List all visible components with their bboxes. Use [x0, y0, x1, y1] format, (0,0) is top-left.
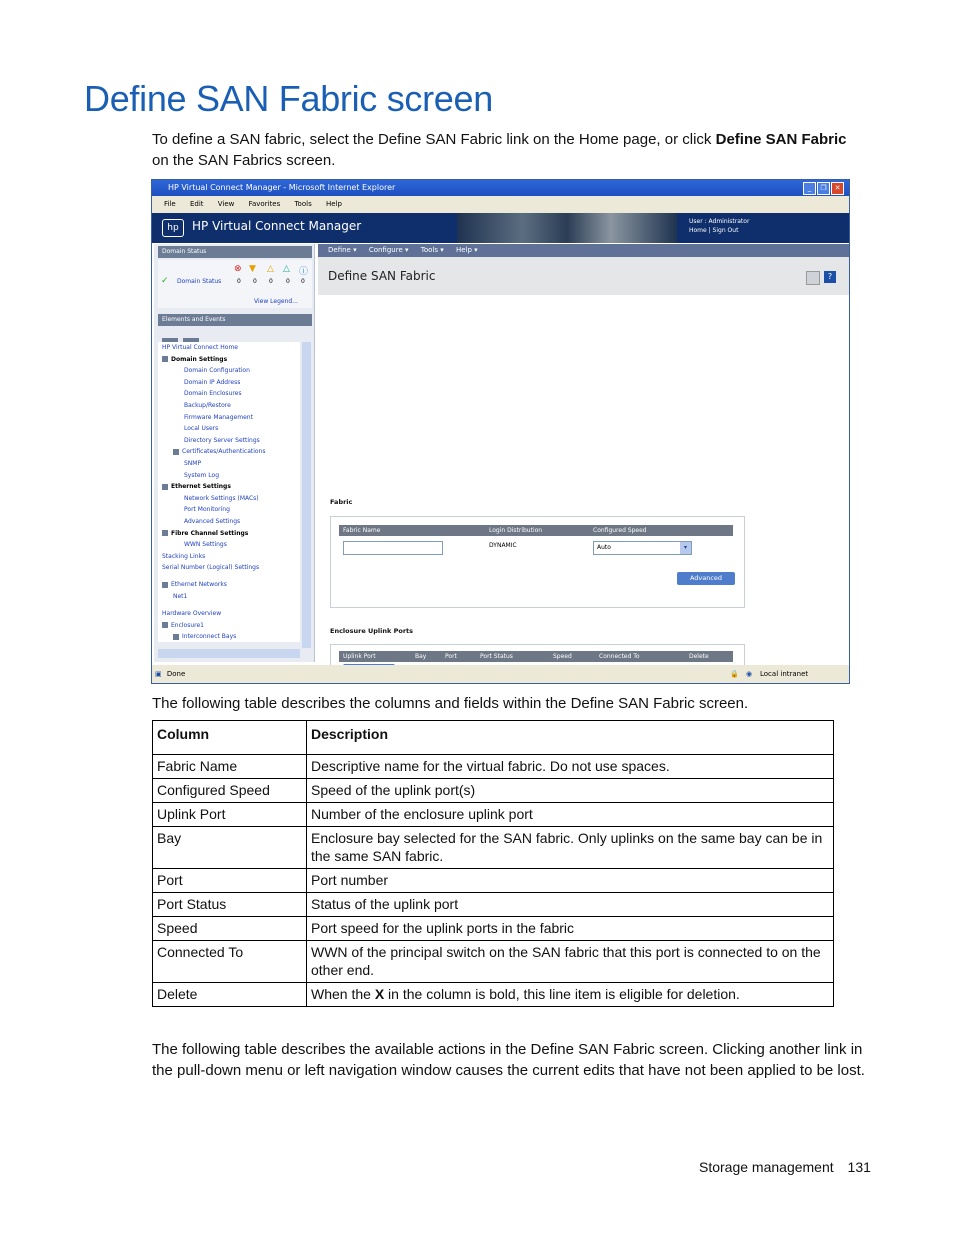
col-connected-to: Connected To — [599, 653, 640, 660]
advanced-button[interactable]: Advanced — [677, 572, 735, 585]
main-navbar — [318, 244, 849, 257]
actions-intro: The following table describes the available actions in the Define SAN Fabric screen. Clicking another link in the pull-down menu or left navigation window causes the current edits that have not been applied to be lost. — [152, 1041, 865, 1079]
window-title: HP Virtual Connect Manager - Microsoft Internet Explorer — [168, 183, 396, 192]
tree-item-label: Local Users — [184, 425, 219, 433]
tree-item-label: Domain Configuration — [184, 367, 250, 375]
menu-favorites[interactable]: Favorites — [248, 200, 281, 208]
user-line: User : Administrator — [689, 218, 750, 225]
tree-item[interactable] — [184, 472, 219, 479]
col-configured-speed: Configured Speed — [593, 527, 647, 534]
tree-expand-icon[interactable] — [162, 582, 168, 588]
tree-item-label: Domain Enclosures — [184, 390, 242, 398]
table-intro: The following table describes the columns and fields within the Define SAN Fabric screen. — [152, 695, 749, 712]
window-titlebar — [152, 180, 849, 196]
tree-expand-icon[interactable] — [162, 530, 168, 536]
tree-item-label: Domain IP Address — [184, 378, 241, 386]
tree-item[interactable] — [184, 425, 218, 432]
footer-section: Storage management — [699, 1159, 834, 1175]
nav-tools[interactable]: Tools ▾ — [420, 246, 444, 254]
tree-item[interactable] — [162, 530, 248, 537]
tree-scrollbar[interactable] — [302, 342, 311, 648]
tree-item-label: WWN Settings — [184, 541, 227, 549]
tree-item-label: System Log — [184, 471, 219, 479]
uplink-table-header — [339, 651, 733, 662]
browser-statusbar — [152, 665, 849, 683]
cell-column: Port — [153, 869, 307, 893]
main-content-pane — [318, 244, 849, 662]
menu-edit[interactable]: Edit — [189, 200, 204, 208]
fabric-section-label: Fabric — [330, 498, 353, 506]
restore-icon[interactable]: ❐ — [817, 182, 830, 195]
tree-item[interactable] — [162, 483, 231, 490]
status-degraded-icon: △ — [283, 264, 290, 274]
domain-status-link[interactable]: Domain Status — [177, 278, 222, 285]
table-row — [153, 803, 834, 827]
cell-description: Number of the enclosure uplink port — [307, 803, 834, 827]
tree-toolbar — [162, 330, 202, 338]
cell-column: Uplink Port — [153, 803, 307, 827]
status-zone: Local intranet — [760, 670, 809, 678]
cell-text: When the — [311, 986, 375, 1002]
tree-expand-icon[interactable] — [162, 484, 168, 490]
table-row — [153, 755, 834, 779]
page-title: Define SAN Fabric screen — [84, 78, 493, 119]
col-delete: Delete — [689, 653, 709, 660]
status-count-major: 0 — [253, 278, 257, 285]
tree-item[interactable] — [184, 402, 231, 409]
tree-item[interactable] — [173, 633, 236, 640]
status-count-info: 0 — [301, 278, 305, 285]
domain-status-box — [158, 260, 312, 308]
status-done: Done — [166, 670, 186, 678]
app-name: HP Virtual Connect Manager — [192, 219, 362, 233]
col-uplink-port: Uplink Port — [343, 653, 376, 660]
tree-item-label: Directory Server Settings — [184, 436, 260, 444]
tree-item[interactable] — [162, 610, 221, 617]
tree-item[interactable] — [162, 581, 227, 588]
nav-define[interactable]: Define ▾ — [328, 246, 357, 254]
status-error-icon: ⊗ — [234, 264, 242, 274]
browser-menubar — [152, 196, 849, 213]
intro-paragraph — [152, 130, 867, 171]
tree-item[interactable] — [184, 390, 242, 397]
minimize-icon[interactable]: _ — [803, 182, 816, 195]
table-header-row — [153, 721, 834, 755]
cell-column: Bay — [153, 827, 307, 869]
menu-file[interactable]: File — [164, 200, 176, 208]
fabric-box — [330, 516, 745, 608]
tree-item-label: Certificates/Authentications — [182, 448, 266, 456]
cell-description: Port number — [307, 869, 834, 893]
hp-logo-icon: hp — [162, 219, 184, 237]
nav-configure[interactable]: Configure ▾ — [368, 246, 409, 254]
user-info — [689, 217, 749, 235]
tree-item[interactable] — [184, 460, 201, 467]
tree-item[interactable] — [184, 367, 250, 374]
cell-text-end: in the column is bold, this line item is eligible for deletion. — [384, 986, 740, 1002]
col-speed: Speed — [553, 653, 572, 660]
cell-description: Enclosure bay selected for the SAN fabric. Only uplinks on the same bay can be in the same SAN fabric. — [307, 827, 834, 869]
tree-item-label: Fibre Channel Settings — [171, 529, 249, 537]
lock-icon: 🔒 — [730, 670, 739, 678]
status-count-critical: 0 — [237, 278, 241, 285]
table-row — [153, 893, 834, 917]
tree-item[interactable] — [162, 344, 238, 351]
status-count-minor: 0 — [269, 278, 273, 285]
cell-description: Speed of the uplink port(s) — [307, 779, 834, 803]
tree-item[interactable] — [184, 518, 240, 525]
table-row — [153, 827, 834, 869]
col-port-status: Port Status — [480, 653, 513, 660]
tree-item-label: Enclosure1 — [171, 621, 205, 629]
page-heading-bar — [318, 257, 849, 295]
app-banner — [152, 213, 849, 243]
table-row — [153, 869, 834, 893]
tree-item-label: Serial Number (Logical) Settings — [162, 564, 260, 572]
chevron-down-icon: ▾ — [680, 542, 691, 554]
tree-item-label: Firmware Management — [184, 413, 253, 421]
ie-page-icon: ▣ — [155, 670, 162, 678]
table-row — [153, 941, 834, 983]
table-row — [153, 779, 834, 803]
table-row — [153, 917, 834, 941]
intro-bold-link-name: Define SAN Fabric — [715, 131, 847, 148]
table-row — [153, 983, 834, 1007]
tree-item[interactable] — [184, 541, 227, 548]
login-distribution-value: DYNAMIC — [489, 542, 517, 549]
nav-help[interactable]: Help ▾ — [455, 246, 478, 254]
left-navigation-pane — [154, 244, 315, 662]
tree-item-label: SNMP — [184, 460, 202, 467]
tree-item-label: Network Settings (MACs) — [184, 494, 259, 502]
tree-item[interactable] — [162, 356, 227, 363]
tree-item[interactable] — [184, 414, 253, 421]
user-links[interactable]: Home | Sign Out — [689, 227, 739, 234]
footer-page-number: 131 — [847, 1159, 871, 1175]
tree-item-label: Domain Settings — [171, 355, 228, 363]
help-icon[interactable]: ? — [824, 271, 836, 283]
cell-column: Configured Speed — [153, 779, 307, 803]
cell-column: Fabric Name — [153, 755, 307, 779]
col-bay: Bay — [415, 653, 427, 660]
menu-view[interactable]: View — [217, 200, 235, 208]
menu-tools[interactable]: Tools — [294, 200, 312, 208]
tree-item-label: HP Virtual Connect Home — [162, 344, 238, 351]
tree-item[interactable] — [184, 506, 230, 513]
header-description: Description — [307, 721, 834, 755]
tree-item[interactable] — [162, 564, 259, 571]
view-legend-link[interactable]: View Legend... — [254, 298, 298, 305]
tree-item-label: Hardware Overview — [162, 610, 222, 617]
tree-item[interactable] — [184, 495, 259, 502]
tree-item-label: Interconnect Bays — [182, 633, 237, 641]
status-count-warning: 0 — [286, 278, 290, 285]
cell-description — [307, 983, 834, 1007]
cell-column: Port Status — [153, 893, 307, 917]
cell-column: Speed — [153, 917, 307, 941]
tree-item-label: Advanced Settings — [184, 518, 241, 525]
print-icon[interactable] — [806, 271, 820, 285]
navigation-tree — [158, 342, 300, 642]
tree-item-label: Stacking Links — [162, 552, 206, 560]
status-warning-icon: ▼ — [249, 264, 256, 274]
fabric-table-header — [339, 525, 733, 536]
page-heading: Define SAN Fabric — [328, 269, 436, 283]
tree-hscrollbar[interactable] — [158, 649, 300, 658]
cell-column: Delete — [153, 983, 307, 1007]
fabric-name-input[interactable] — [343, 541, 443, 555]
configured-speed-select[interactable] — [593, 541, 692, 555]
tree-item[interactable] — [184, 437, 260, 444]
intranet-icon: ◉ — [746, 670, 753, 678]
cell-bold-x: X — [374, 986, 385, 1002]
tree-item-label: Ethernet Networks — [171, 581, 227, 589]
intro-text-end: on the SAN Fabrics screen. — [152, 151, 336, 169]
cell-description: Descriptive name for the virtual fabric. Do not use spaces. — [307, 755, 834, 779]
status-info-icon: ⓘ — [299, 267, 309, 277]
cell-description: Status of the uplink port — [307, 893, 834, 917]
screenshot-figure — [151, 179, 850, 684]
cell-description: Port speed for the uplink ports in the fabric — [307, 917, 834, 941]
cell-description: WWN of the principal switch on the SAN fabric that this port is connected to on the other end. — [307, 941, 834, 983]
tree-expand-icon[interactable] — [162, 622, 168, 628]
tree-item-label: Port Monitoring — [184, 506, 230, 514]
col-login-distribution: Login Distribution — [489, 527, 543, 534]
tree-item[interactable] — [162, 553, 205, 560]
tree-expand-icon[interactable] — [162, 356, 168, 362]
tree-expand-icon[interactable] — [173, 449, 179, 455]
menu-help[interactable]: Help — [325, 200, 342, 208]
tree-item-label: Ethernet Settings — [171, 483, 231, 491]
tree-expand-icon[interactable] — [173, 634, 179, 640]
col-port: Port — [445, 653, 457, 660]
status-ok-icon: ✓ — [161, 276, 169, 286]
tree-item[interactable] — [173, 448, 265, 455]
close-icon[interactable]: ✕ — [831, 182, 844, 195]
tree-item-label: Net1 — [173, 593, 188, 600]
tree-item[interactable] — [173, 593, 187, 600]
uplink-section-label: Enclosure Uplink Ports — [330, 627, 413, 635]
cell-column: Connected To — [153, 941, 307, 983]
domain-status-header: Domain Status — [158, 246, 312, 258]
columns-table — [152, 720, 834, 1007]
tree-item-label: Backup/Restore — [184, 402, 231, 409]
banner-photo — [457, 213, 677, 243]
col-fabric-name: Fabric Name — [343, 527, 381, 534]
configured-speed-value: Auto — [597, 544, 611, 551]
intro-text: To define a SAN fabric, select the Define SAN Fabric link on the Home page, or click — [152, 131, 716, 148]
page-footer — [699, 1159, 871, 1175]
status-minor-icon: △ — [267, 264, 274, 274]
tree-item[interactable] — [162, 622, 204, 629]
tree-item[interactable] — [184, 379, 240, 386]
header-column: Column — [153, 721, 307, 755]
elements-events-header: Elements and Events — [158, 314, 312, 326]
